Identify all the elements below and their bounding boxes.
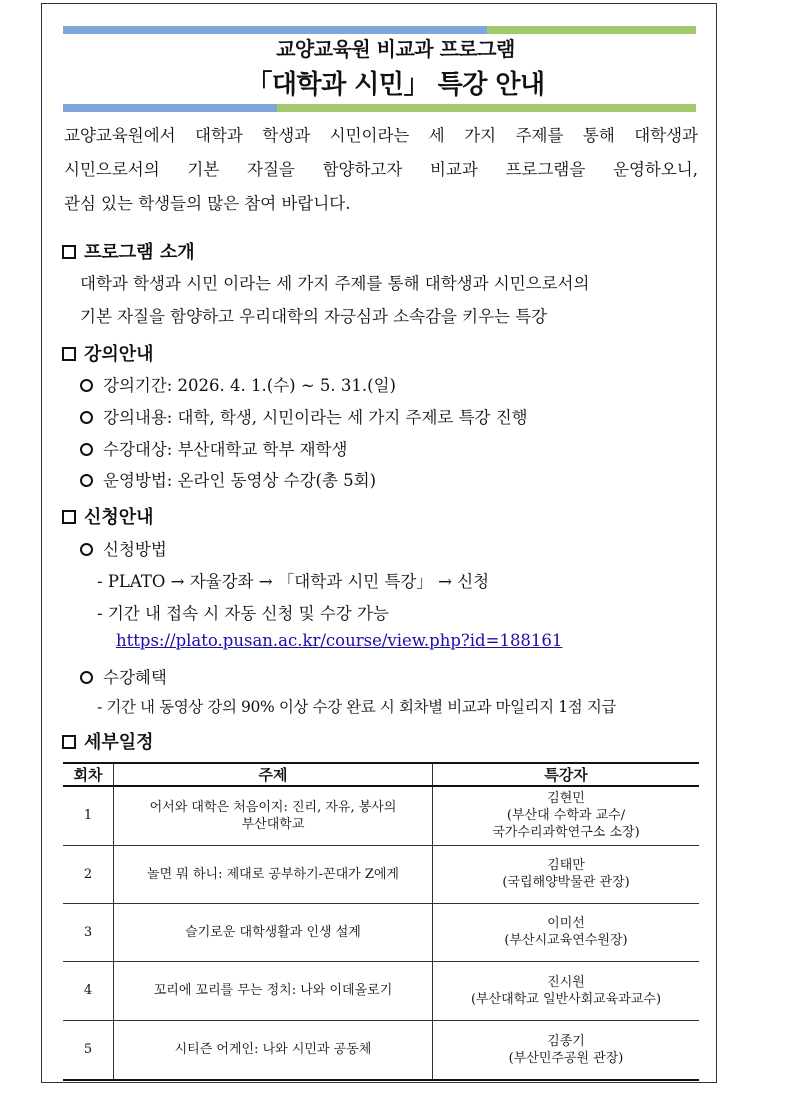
row-speaker: 김종기 (부산민주공원 관장) bbox=[433, 1020, 700, 1080]
title-line-2: 「대학과 시민」 특강 안내 bbox=[246, 70, 545, 100]
row-number: 1 bbox=[63, 786, 114, 845]
checkbox-square-icon bbox=[62, 347, 76, 361]
checkbox-square-icon bbox=[62, 735, 76, 749]
program-line-2: 기본 자질을 함양하고 우리대학의 자긍심과 소속감을 키우는 특강 bbox=[80, 307, 548, 326]
row-number: 4 bbox=[63, 961, 114, 1020]
apply-benefit-line: - 기간 내 동영상 강의 90% 이상 수강 완료 시 회차별 비교과 마일리지 1점 지급 bbox=[97, 698, 616, 716]
row-speaker: 진시원 (부산대학교 일반사회교육과교수) bbox=[433, 961, 700, 1020]
lecture-item: 강의기간: 2026. 4. 1.(수) ~ 5. 31.(일) bbox=[80, 372, 396, 396]
row-number: 2 bbox=[63, 845, 114, 903]
section-apply: 신청안내 bbox=[62, 503, 154, 529]
table-row bbox=[63, 786, 699, 845]
title-line-1: 교양교육원 비교과 프로그램 bbox=[276, 37, 515, 61]
circle-bullet-icon bbox=[80, 443, 93, 456]
circle-bullet-icon bbox=[80, 379, 93, 392]
bottom-color-bar bbox=[63, 104, 696, 112]
section-program: 프로그램 소개 bbox=[62, 238, 195, 264]
section-schedule: 세부일정 bbox=[62, 728, 154, 754]
column-header-no: 회차 bbox=[63, 763, 114, 786]
table-row bbox=[63, 903, 699, 961]
intro-line-3: 관심 있는 학생들의 많은 참여 바랍니다. bbox=[64, 194, 351, 213]
row-speaker: 김현민 (부산대 수학과 교수/ 국가수리과학연구소 소장) bbox=[433, 786, 700, 845]
circle-bullet-icon bbox=[80, 543, 93, 556]
table-row bbox=[63, 845, 699, 903]
table-row bbox=[63, 1020, 699, 1080]
intro-line-1: 교양교육원에서 대학과 학생과 시민이라는 세 가지 주제를 통해 대학생과 bbox=[64, 126, 698, 145]
checkbox-square-icon bbox=[62, 245, 76, 259]
lecture-item: 수강대상: 부산대학교 학부 재학생 bbox=[80, 436, 347, 460]
table-row bbox=[63, 961, 699, 1020]
row-topic: 어서와 대학은 처음이지: 진리, 자유, 봉사의 부산대학교 bbox=[114, 786, 433, 845]
column-header-topic: 주제 bbox=[114, 763, 433, 786]
plato-course-link[interactable]: https://plato.pusan.ac.kr/course/view.php?id=188161 bbox=[116, 631, 563, 650]
circle-bullet-icon bbox=[80, 474, 93, 487]
row-topic: 놀면 뭐 하니: 제대로 공부하기-꼰대가 Z에게 bbox=[114, 845, 433, 903]
column-header-speaker: 특강자 bbox=[433, 763, 700, 786]
schedule-table bbox=[63, 762, 699, 1081]
schedule-header-row bbox=[63, 763, 699, 786]
row-number: 5 bbox=[63, 1020, 114, 1080]
checkbox-square-icon bbox=[62, 510, 76, 524]
circle-bullet-icon bbox=[80, 671, 93, 684]
apply-benefit-label: 수강혜택 bbox=[80, 664, 167, 688]
row-speaker: 김태만 (국립해양박물관 관장) bbox=[433, 845, 700, 903]
row-number: 3 bbox=[63, 903, 114, 961]
lecture-item: 운영방법: 온라인 동영상 수강(총 5회) bbox=[80, 467, 376, 491]
lecture-item: 강의내용: 대학, 학생, 시민이라는 세 가지 주제로 특강 진행 bbox=[80, 404, 528, 428]
apply-method-line-1: - PLATO → 자율강좌 → 「대학과 시민 특강」 → 신청 bbox=[97, 572, 490, 591]
program-line-1: 대학과 학생과 시민 이라는 세 가지 주제를 통해 대학생과 시민으로서의 bbox=[80, 274, 590, 293]
intro-line-2: 시민으로서의 기본 자질을 함양하고자 비교과 프로그램을 운영하오니, bbox=[64, 160, 698, 179]
section-lecture: 강의안내 bbox=[62, 340, 154, 366]
apply-method-label: 신청방법 bbox=[80, 536, 167, 560]
row-topic: 꼬리에 꼬리를 무는 정치: 나와 이데올로기 bbox=[114, 961, 433, 1020]
row-topic: 슬기로운 대학생활과 인생 설계 bbox=[114, 903, 433, 961]
row-speaker: 이미선 (부산시교육연수원장) bbox=[433, 903, 700, 961]
row-topic: 시티즌 어게인: 나와 시민과 공동체 bbox=[114, 1020, 433, 1080]
apply-method-line-2: - 기간 내 접속 시 자동 신청 및 수강 가능 bbox=[97, 604, 389, 623]
circle-bullet-icon bbox=[80, 411, 93, 424]
